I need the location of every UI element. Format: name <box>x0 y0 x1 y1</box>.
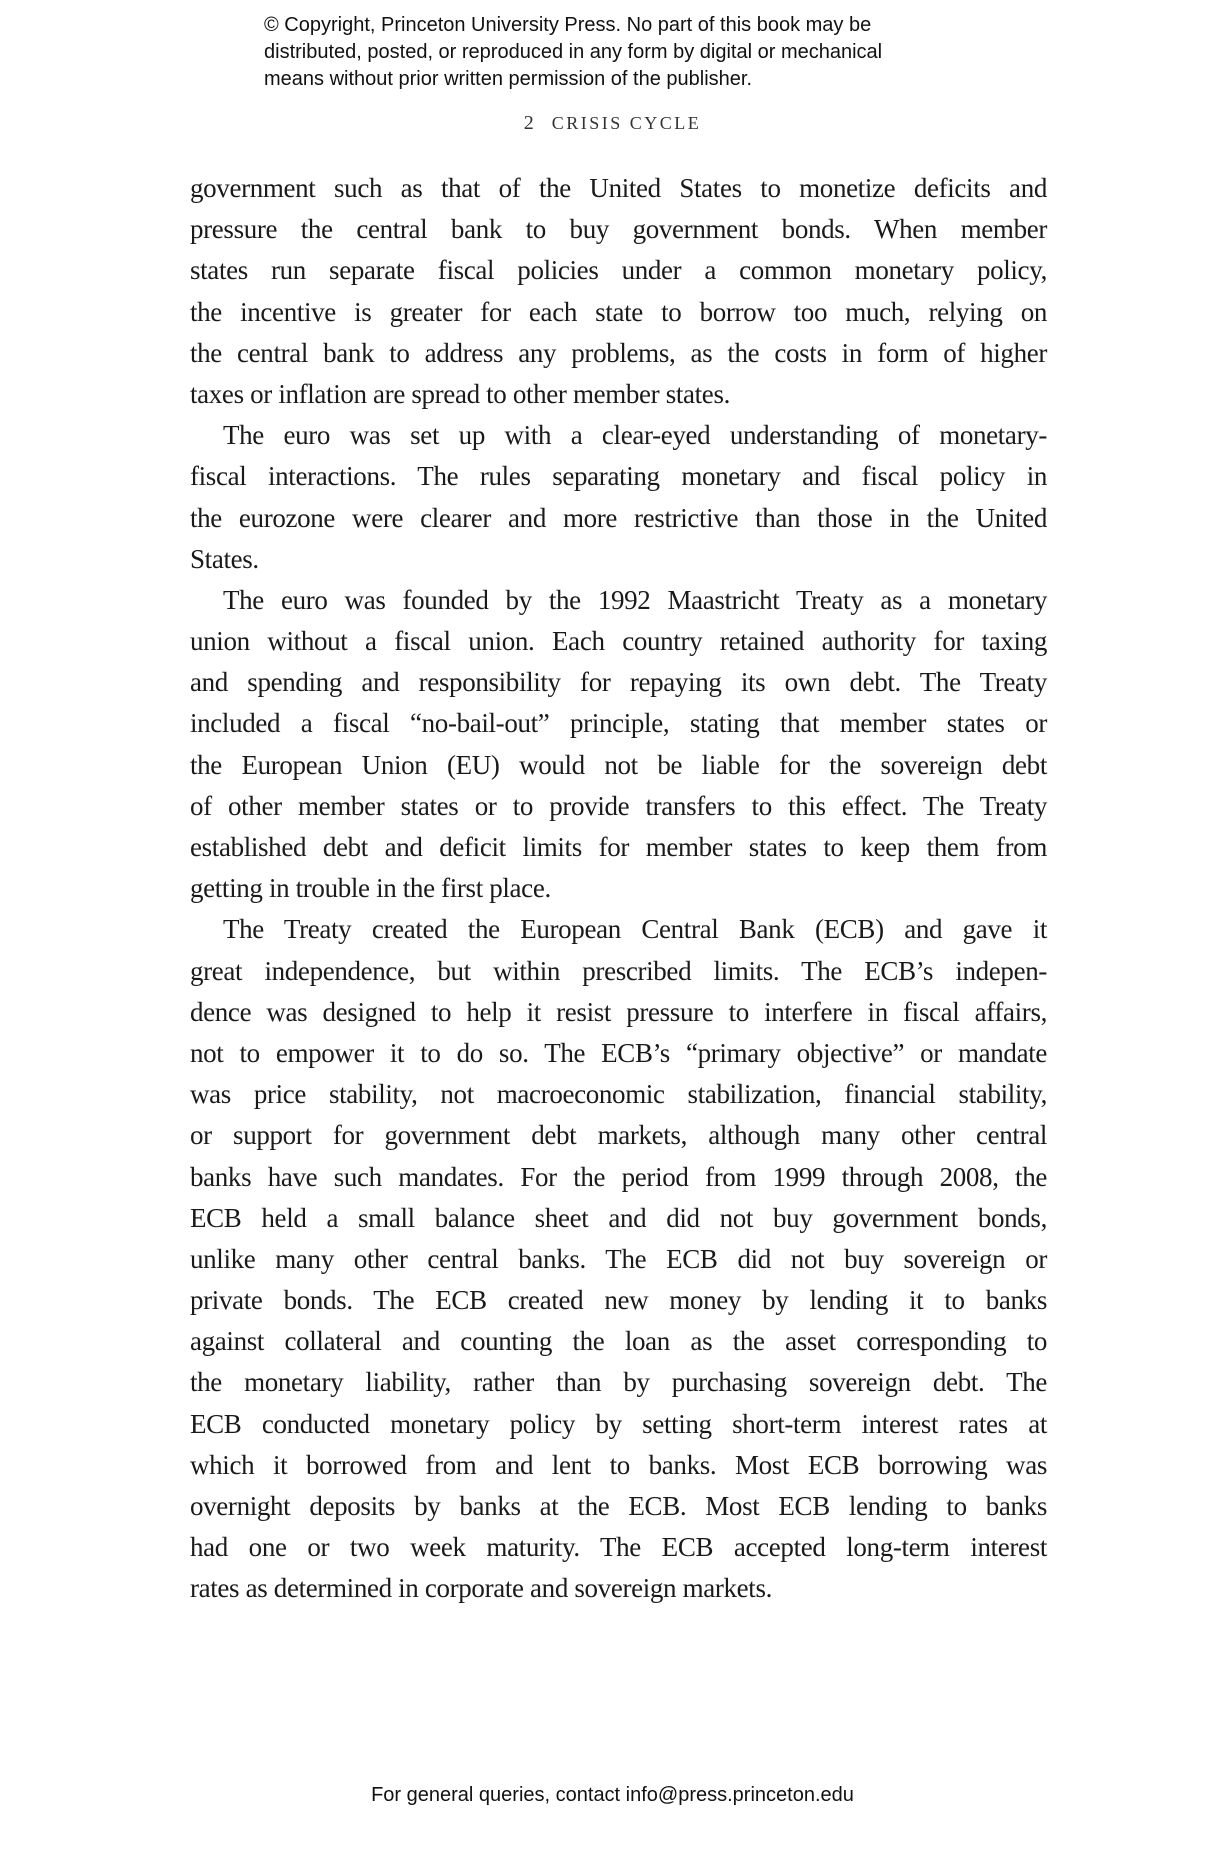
paragraph <box>190 909 1047 1609</box>
text-line: The euro was set up with a clear-eyed understanding of monetary- <box>223 420 1047 451</box>
text-line: ECB conducted monetary policy by setting short-term interest rates at <box>190 1408 1047 1439</box>
text-line: the monetary liability, rather than by purchasing sovereign debt. The <box>190 1367 1047 1398</box>
text-line: and spending and responsibility for repaying its own debt. The Treaty <box>190 667 1047 698</box>
text-line: was price stability, not macroeconomic stabilization, financial stability, <box>190 1079 1047 1110</box>
text-line: The Treaty created the European Central Bank (ECB) and gave it <box>223 914 1047 945</box>
running-head <box>0 112 1225 135</box>
text-line: the central bank to address any problems, as the costs in form of higher <box>190 337 1047 368</box>
text-line: the European Union (EU) would not be liable for the sovereign debt <box>190 749 1047 780</box>
text-line: unlike many other central banks. The ECB did not buy sovereign or <box>190 1243 1047 1274</box>
copyright-line: © Copyright, Princeton University Press. No part of this book may be <box>264 14 872 36</box>
text-line: pressure the central bank to buy government bonds. When member <box>190 214 1047 245</box>
text-line: The euro was founded by the 1992 Maastricht Treaty as a monetary <box>223 584 1047 615</box>
footer-contact: For general queries, contact info@press.princeton.edu <box>371 1784 854 1806</box>
paragraph <box>190 168 1047 415</box>
running-head-title: CRISIS CYCLE <box>551 113 702 133</box>
body-text <box>190 168 1047 1610</box>
text-line: established debt and deficit limits for member states to keep them from <box>190 832 1047 862</box>
paragraph <box>190 580 1047 910</box>
text-line: against collateral and counting the loan as the asset corresponding to <box>190 1326 1047 1357</box>
text-line: or support for government debt markets, although many other central <box>190 1120 1047 1151</box>
text-line: had one or two week maturity. The ECB accepted long-term interest <box>190 1532 1047 1563</box>
text-line: states run separate fiscal policies under a common monetary policy, <box>190 255 1047 286</box>
text-line: taxes or inflation are spread to other member states. <box>190 378 730 409</box>
text-line: getting in trouble in the first place. <box>190 873 551 904</box>
paragraph <box>190 415 1047 580</box>
text-line: fiscal interactions. The rules separating monetary and fiscal policy in <box>190 461 1047 492</box>
text-line: rates as determined in corporate and sovereign markets. <box>190 1573 773 1604</box>
text-line: banks have such mandates. For the period from 1999 through 2008, the <box>190 1161 1047 1192</box>
text-line: not to empower it to do so. The ECB’s “primary objective” or mandate <box>190 1037 1047 1068</box>
text-line: private bonds. The ECB created new money by lending it to banks <box>190 1285 1047 1316</box>
text-line: the eurozone were clearer and more restrictive than those in the United <box>190 502 1047 533</box>
page-number: 2 <box>523 112 534 134</box>
text-line: government such as that of the United States to monetize deficits and <box>190 173 1047 203</box>
text-line: States. <box>190 543 259 574</box>
text-line: which it borrowed from and lent to banks. Most ECB borrowing was <box>190 1449 1047 1480</box>
text-line: union without a fiscal union. Each country retained authority for taxing <box>190 626 1047 657</box>
text-line: of other member states or to provide transfers to this effect. The Treaty <box>190 790 1047 821</box>
text-line: great independence, but within prescribed limits. The ECB’s indepen- <box>190 955 1047 986</box>
copyright-notice <box>264 12 882 93</box>
text-line: overnight deposits by banks at the ECB. Most ECB lending to banks <box>190 1491 1047 1521</box>
copyright-line: means without prior written permission of the publisher. <box>264 68 753 90</box>
copyright-line: distributed, posted, or reproduced in any form by digital or mechanical <box>264 41 883 63</box>
text-line: the incentive is greater for each state to borrow too much, relying on <box>190 296 1047 327</box>
text-line: ECB held a small balance sheet and did not buy government bonds, <box>190 1202 1047 1233</box>
text-line: dence was designed to help it resist pressure to interfere in fiscal affairs, <box>190 996 1047 1027</box>
text-line: included a fiscal “no-bail-out” principle, stating that member states or <box>190 708 1047 739</box>
